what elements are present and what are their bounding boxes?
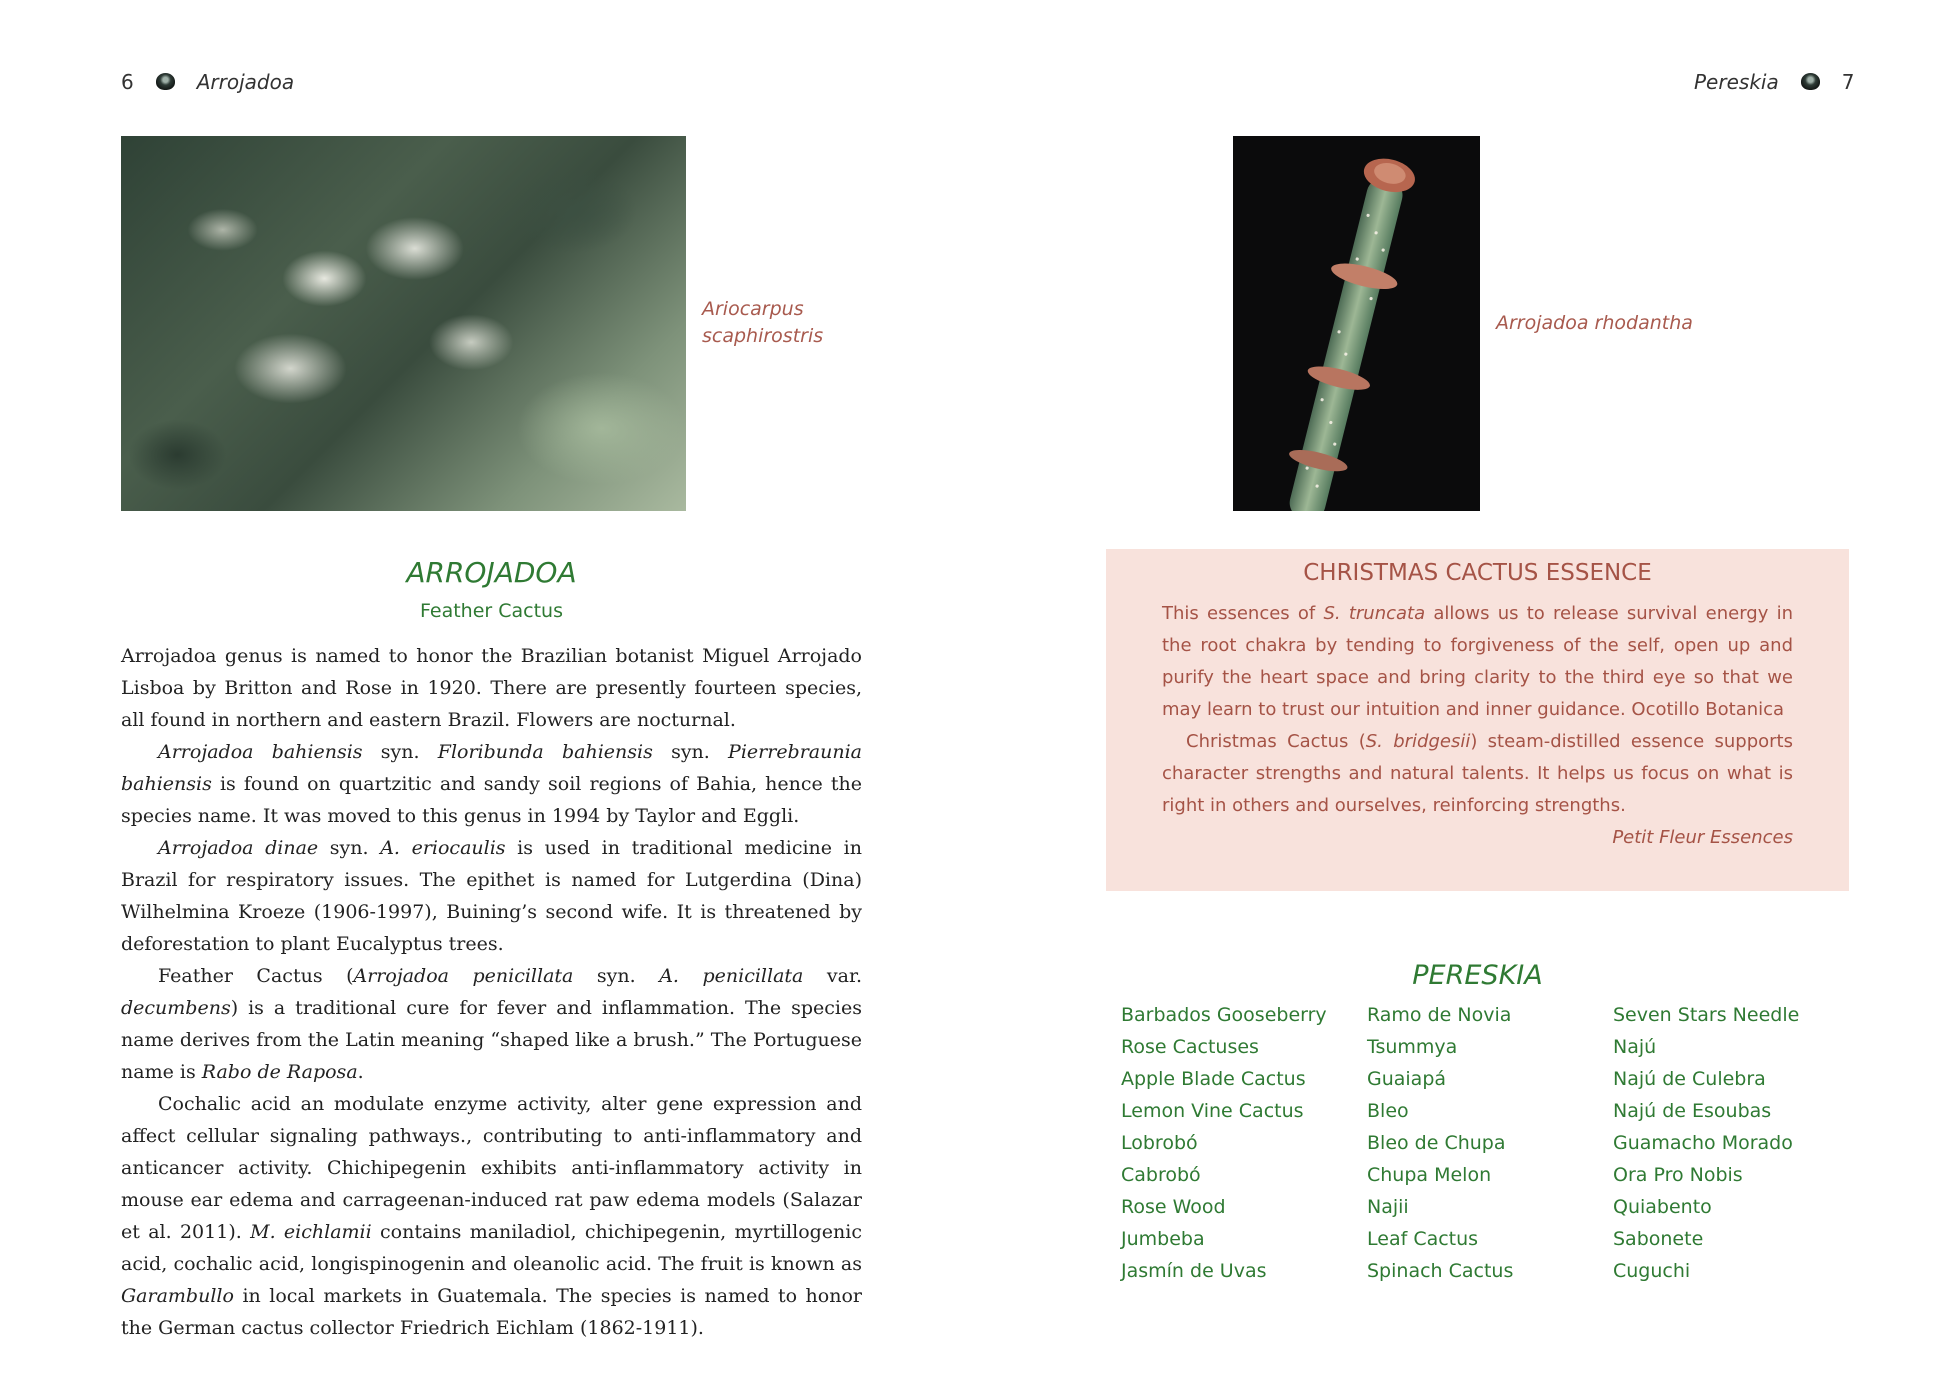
list-item: Lobrobó xyxy=(1121,1132,1198,1154)
cactus-illustration xyxy=(1233,136,1480,511)
text-run: is found on quartzitic and sandy soil regions of Bahia, hence the species name. It was moved to this genus in 1994 by Taylor and Eggli. xyxy=(121,773,862,827)
species-name: decumbens xyxy=(121,997,231,1019)
text-run: Feather Cactus ( xyxy=(158,965,354,987)
essence-paragraph-2 xyxy=(1162,726,1793,822)
left-running-head xyxy=(121,70,294,94)
species-name: Arrojadoa penicillata xyxy=(353,965,574,987)
species-name: Pierrebraunia bahiensis xyxy=(121,741,863,795)
list-item: Ramo de Novia xyxy=(1367,1004,1512,1026)
list-item: Cabrobó xyxy=(1121,1164,1201,1186)
list-item: Lemon Vine Cactus xyxy=(1121,1100,1304,1122)
species-name: Arrojadoa bahiensis xyxy=(158,741,363,763)
text-run: contains maniladiol, chichipegenin, myrtillogenic acid, cochalic acid, longispinogenin and oleanolic acid. The fruit is known as xyxy=(121,1221,863,1275)
arrojadoa-rhodantha-photo xyxy=(1233,136,1480,511)
section-subheading: Feather Cactus xyxy=(419,600,563,622)
body-paragraph-2 xyxy=(121,736,862,832)
text-run: is used in traditional medicine in Brazil for respiratory issues. The epithet is named for Lutgerdina (Dina) Wilhelmina Kroeze (1906-1997), Buining’s second wife. It is threatened by deforestation to plant Eucalyptus trees. xyxy=(121,837,862,955)
list-item: Bleo xyxy=(1367,1100,1409,1122)
right-photo-caption: Arrojadoa rhodantha xyxy=(1496,312,1693,334)
text-run: allows us to release survival energy in the root chakra by tending to forgiveness of the self, open up and purify the heart space and bring clarity to the third eye so that we may learn to trust our intuition and inner guidance. Ocotillo Botanica xyxy=(1162,603,1793,720)
list-item: Cuguchi xyxy=(1613,1260,1691,1282)
species-name: Floribunda bahiensis xyxy=(437,741,653,763)
list-item: Barbados Gooseberry xyxy=(1121,1004,1327,1026)
section-heading: ARROJADOA xyxy=(406,556,577,589)
text-run: ) steam-distilled essence supports character strengths and natural talents. It helps us focus on what is right in others and ourselves, reinforcing strengths. xyxy=(1162,731,1793,816)
cactus-ornament-icon xyxy=(1801,73,1820,90)
species-name: Rabo de Raposa xyxy=(201,1061,358,1083)
left-running-head-title: Arrojadoa xyxy=(196,70,295,94)
list-item: Najú de Culebra xyxy=(1613,1068,1766,1090)
text-run: Christmas Cactus ( xyxy=(1186,731,1366,752)
body-paragraph-4 xyxy=(121,960,862,1088)
pereskia-heading: PERESKIA xyxy=(1412,960,1543,991)
right-running-head-title: Pereskia xyxy=(1694,70,1779,94)
text-run: in local markets in Guatemala. The species is named to honor the German cactus collector Friedrich Eichlam (1862-1911). xyxy=(121,1285,862,1339)
text-run: syn. xyxy=(362,741,438,763)
body-paragraph-5 xyxy=(121,1088,862,1344)
names-column-3 xyxy=(1613,999,1859,1287)
text-run: This essences of xyxy=(1162,603,1324,624)
text-run: Cochalic acid an modulate enzyme activity, alter gene expression and affect cellular signaling pathways., contributing to anti-inflammatory and anticancer activity. Chichipegenin exhibits anti-inflammatory activity in mouse ear edema and carrageenan-induced rat paw edema models (Salazar et al. 2011). xyxy=(121,1093,862,1243)
list-item: Rose Cactuses xyxy=(1121,1036,1259,1058)
list-item: Apple Blade Cactus xyxy=(1121,1068,1306,1090)
list-item: Guaiapá xyxy=(1367,1068,1447,1090)
text-run: syn. xyxy=(652,741,729,763)
right-page-number: 7 xyxy=(1841,70,1855,94)
list-item: Seven Stars Needle xyxy=(1613,1004,1800,1026)
list-item: Najii xyxy=(1367,1196,1409,1218)
list-item: Jumbeba xyxy=(1121,1228,1205,1250)
body-paragraph-1: Arrojadoa genus is named to honor the Brazilian botanist Miguel Arrojado Lisboa by Britton and Rose in 1920. There are presently fourteen species, all found in northern and eastern Brazil. Flowers are nocturnal. xyxy=(121,645,862,731)
list-item: Ora Pro Nobis xyxy=(1613,1164,1743,1186)
list-item: Chupa Melon xyxy=(1367,1164,1492,1186)
species-name: A. penicillata xyxy=(659,965,804,987)
common-names-list xyxy=(1121,999,1859,1287)
list-item: Najú xyxy=(1613,1036,1657,1058)
list-item: Sabonete xyxy=(1613,1228,1704,1250)
species-name: A. eriocaulis xyxy=(380,837,506,859)
text-run: syn. xyxy=(573,965,660,987)
text-run: syn. xyxy=(318,837,381,859)
ariocarpus-photo xyxy=(121,136,686,511)
left-photo-caption-line-2: scaphirostris xyxy=(702,325,824,347)
text-run: . xyxy=(357,1061,364,1083)
list-item: Tsummya xyxy=(1367,1036,1458,1058)
left-page-number: 6 xyxy=(121,70,134,94)
list-item: Spinach Cactus xyxy=(1367,1260,1514,1282)
essence-title: CHRISTMAS CACTUS ESSENCE xyxy=(1303,560,1652,586)
essence-paragraph-1 xyxy=(1162,598,1793,726)
list-item: Rose Wood xyxy=(1121,1196,1226,1218)
left-photo-caption xyxy=(702,296,823,350)
essence-source: Petit Fleur Essences xyxy=(1612,827,1793,848)
species-name: M. eichlamii xyxy=(250,1221,372,1243)
species-name: Arrojadoa dinae xyxy=(158,837,319,859)
list-item: Leaf Cactus xyxy=(1367,1228,1479,1250)
species-name: Garambullo xyxy=(121,1285,234,1307)
list-item: Najú de Esoubas xyxy=(1613,1100,1772,1122)
essence-box xyxy=(1106,549,1849,891)
species-name: S. truncata xyxy=(1323,603,1426,624)
text-run: var. xyxy=(803,965,862,987)
cactus-ornament-icon xyxy=(156,73,175,90)
names-column-1 xyxy=(1121,999,1367,1287)
list-item: Quiabento xyxy=(1613,1196,1712,1218)
names-column-2 xyxy=(1367,999,1613,1287)
list-item: Jasmín de Uvas xyxy=(1121,1260,1267,1282)
list-item: Bleo de Chupa xyxy=(1367,1132,1506,1154)
body-text xyxy=(121,640,862,1344)
body-paragraph-3 xyxy=(121,832,862,960)
left-photo-caption-line-1: Ariocarpus xyxy=(702,298,804,320)
species-name: S. bridgesii xyxy=(1365,731,1471,752)
right-running-head xyxy=(1694,70,1854,94)
text-run: ) is a traditional cure for fever and inflammation. The species name derives from the Latin meaning “shaped like a brush.” The Portuguese name is xyxy=(121,997,862,1083)
list-item: Guamacho Morado xyxy=(1613,1132,1793,1154)
